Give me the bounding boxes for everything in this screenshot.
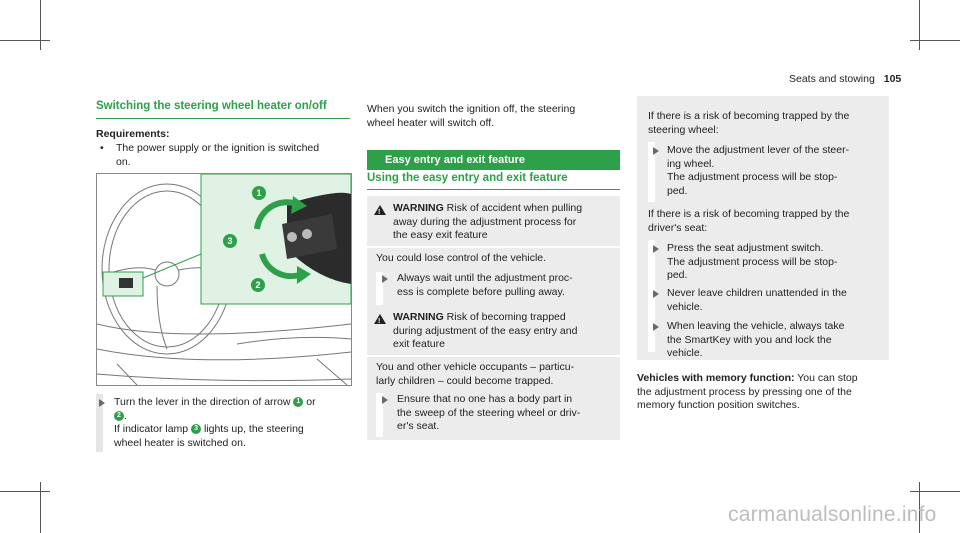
warning-header <box>393 202 618 243</box>
step-text: ing wheel. <box>667 157 715 170</box>
crop-mark <box>0 40 50 41</box>
body-text: larly children – could become trapped. <box>376 374 554 387</box>
intro-paragraph <box>367 103 612 130</box>
steering-wheel-illustration <box>97 174 351 385</box>
paragraph <box>648 110 886 137</box>
callout-3-inline: 3 <box>191 424 201 434</box>
warning-header <box>393 311 618 352</box>
step-text: Ensure that no one has a body part in <box>397 393 573 405</box>
step-arrow-icon <box>653 323 659 331</box>
warning-icon <box>374 205 386 215</box>
warning-label: WARNING <box>393 311 444 323</box>
callout-1: 1 <box>252 186 266 200</box>
warning-step <box>397 272 617 299</box>
instruction-step <box>114 396 354 450</box>
crop-mark <box>40 482 41 533</box>
step-text: vehicle. <box>667 300 703 313</box>
body-text: You and other vehicle occupants – particu- <box>376 361 575 373</box>
requirements-label: Requirements: <box>96 128 170 140</box>
step-text: Move the adjustment lever of the steer- <box>667 144 850 156</box>
section-title: Switching the steering wheel heater on/off <box>96 100 327 112</box>
bullet: • <box>100 142 104 154</box>
step <box>667 242 885 283</box>
step-text: Always wait until the adjustment proc- <box>397 272 573 284</box>
banner-text: Easy entry and exit feature <box>385 154 526 166</box>
step-arrow-icon <box>382 396 388 404</box>
step-arrow-icon <box>99 399 105 407</box>
crop-mark <box>910 40 960 41</box>
requirement-text: on. <box>116 155 131 168</box>
step-text: er's seat. <box>397 420 440 432</box>
subsection-rule <box>367 189 620 190</box>
callout-3: 3 <box>223 234 237 248</box>
crop-mark <box>40 0 41 50</box>
step-text: When leaving the vehicle, always take <box>667 320 845 332</box>
step-text: lights up, the steering <box>201 423 304 435</box>
step-arrow-icon <box>382 275 388 283</box>
step-text: Press the seat adjustment switch. <box>667 242 824 254</box>
memory-label: Vehicles with memory function: <box>637 372 795 384</box>
step-text: wheel heater is switched on. <box>114 436 246 449</box>
paragraph-line: the adjustment process by pressing one of the <box>637 385 852 398</box>
warning-text: exit feature <box>393 338 445 350</box>
paragraph <box>648 208 886 235</box>
warning-text: the easy exit feature <box>393 229 488 241</box>
paragraph-line: When you switch the ignition off, the steering <box>367 103 576 115</box>
step-text: ped. <box>667 184 688 197</box>
warning-body: You could lose control of the vehicle. <box>376 252 547 264</box>
step-text: the sweep of the steering wheel or driv- <box>397 406 581 419</box>
page-number: 105 <box>883 73 902 85</box>
callout-2: 2 <box>251 278 265 292</box>
crop-mark <box>910 491 960 492</box>
paragraph-line: You can stop <box>794 372 858 384</box>
step-text: the SmartKey with you and lock the <box>667 333 832 346</box>
step <box>667 287 885 314</box>
watermark: carmanualsonline.info <box>728 503 937 526</box>
step-text: Never leave children unattended in the <box>667 287 847 299</box>
warning-text: Risk of becoming trapped <box>443 311 566 323</box>
paragraph-line: memory function position switches. <box>637 399 800 411</box>
step-text: The adjustment process will be stop- <box>667 171 838 183</box>
warning-divider <box>367 246 620 248</box>
warning-box-1 <box>367 196 620 315</box>
warning-text: Risk of accident when pulling <box>443 202 583 214</box>
warning-divider <box>367 355 620 357</box>
warning-text: away during the adjustment process for <box>393 215 577 228</box>
section-name: Seats and stowing <box>789 73 875 85</box>
crop-mark <box>0 491 50 492</box>
step <box>667 320 885 361</box>
step-text: or <box>303 396 316 408</box>
step-arrow-icon <box>653 147 659 155</box>
step-text: vehicle. <box>667 347 703 359</box>
continued-box <box>637 96 889 360</box>
crop-mark <box>919 0 920 50</box>
callout-2-inline: 2 <box>114 411 124 421</box>
running-header <box>789 73 901 87</box>
paragraph-line: If there is a risk of becoming trapped by the <box>648 208 850 220</box>
subsection-title: Using the easy entry and exit feature <box>367 172 568 184</box>
warning-box-2 <box>367 305 620 440</box>
warning-body <box>376 361 616 388</box>
step-text: The adjustment process will be stop- <box>667 255 838 268</box>
memory-paragraph <box>637 372 889 413</box>
requirement-text: The power supply or the ignition is switched <box>116 142 320 154</box>
step-arrow-icon <box>653 245 659 253</box>
step-text: . <box>124 409 127 422</box>
warning-label: WARNING <box>393 202 444 214</box>
step-text: ped. <box>667 269 688 281</box>
steering-wheel-figure <box>96 173 352 386</box>
step-text: Turn the lever in the direction of arrow <box>114 396 294 408</box>
step-arrow-icon <box>653 290 659 298</box>
paragraph-line: wheel heater will switch off. <box>367 116 495 129</box>
title-rule <box>96 118 350 119</box>
warning-icon <box>374 314 386 324</box>
step <box>667 144 885 198</box>
requirement-item <box>100 142 319 169</box>
paragraph-line: If there is a risk of becoming trapped by the <box>648 110 850 122</box>
step-text: ess is complete before pulling away. <box>397 285 565 298</box>
paragraph-line: steering wheel: <box>648 123 719 136</box>
callout-1-inline: 1 <box>293 397 303 407</box>
warning-step <box>397 393 617 434</box>
paragraph-line: driver's seat: <box>648 221 708 234</box>
section-banner <box>367 150 620 170</box>
warning-text: during adjustment of the easy entry and <box>393 324 578 337</box>
step-text: If indicator lamp <box>114 423 192 435</box>
